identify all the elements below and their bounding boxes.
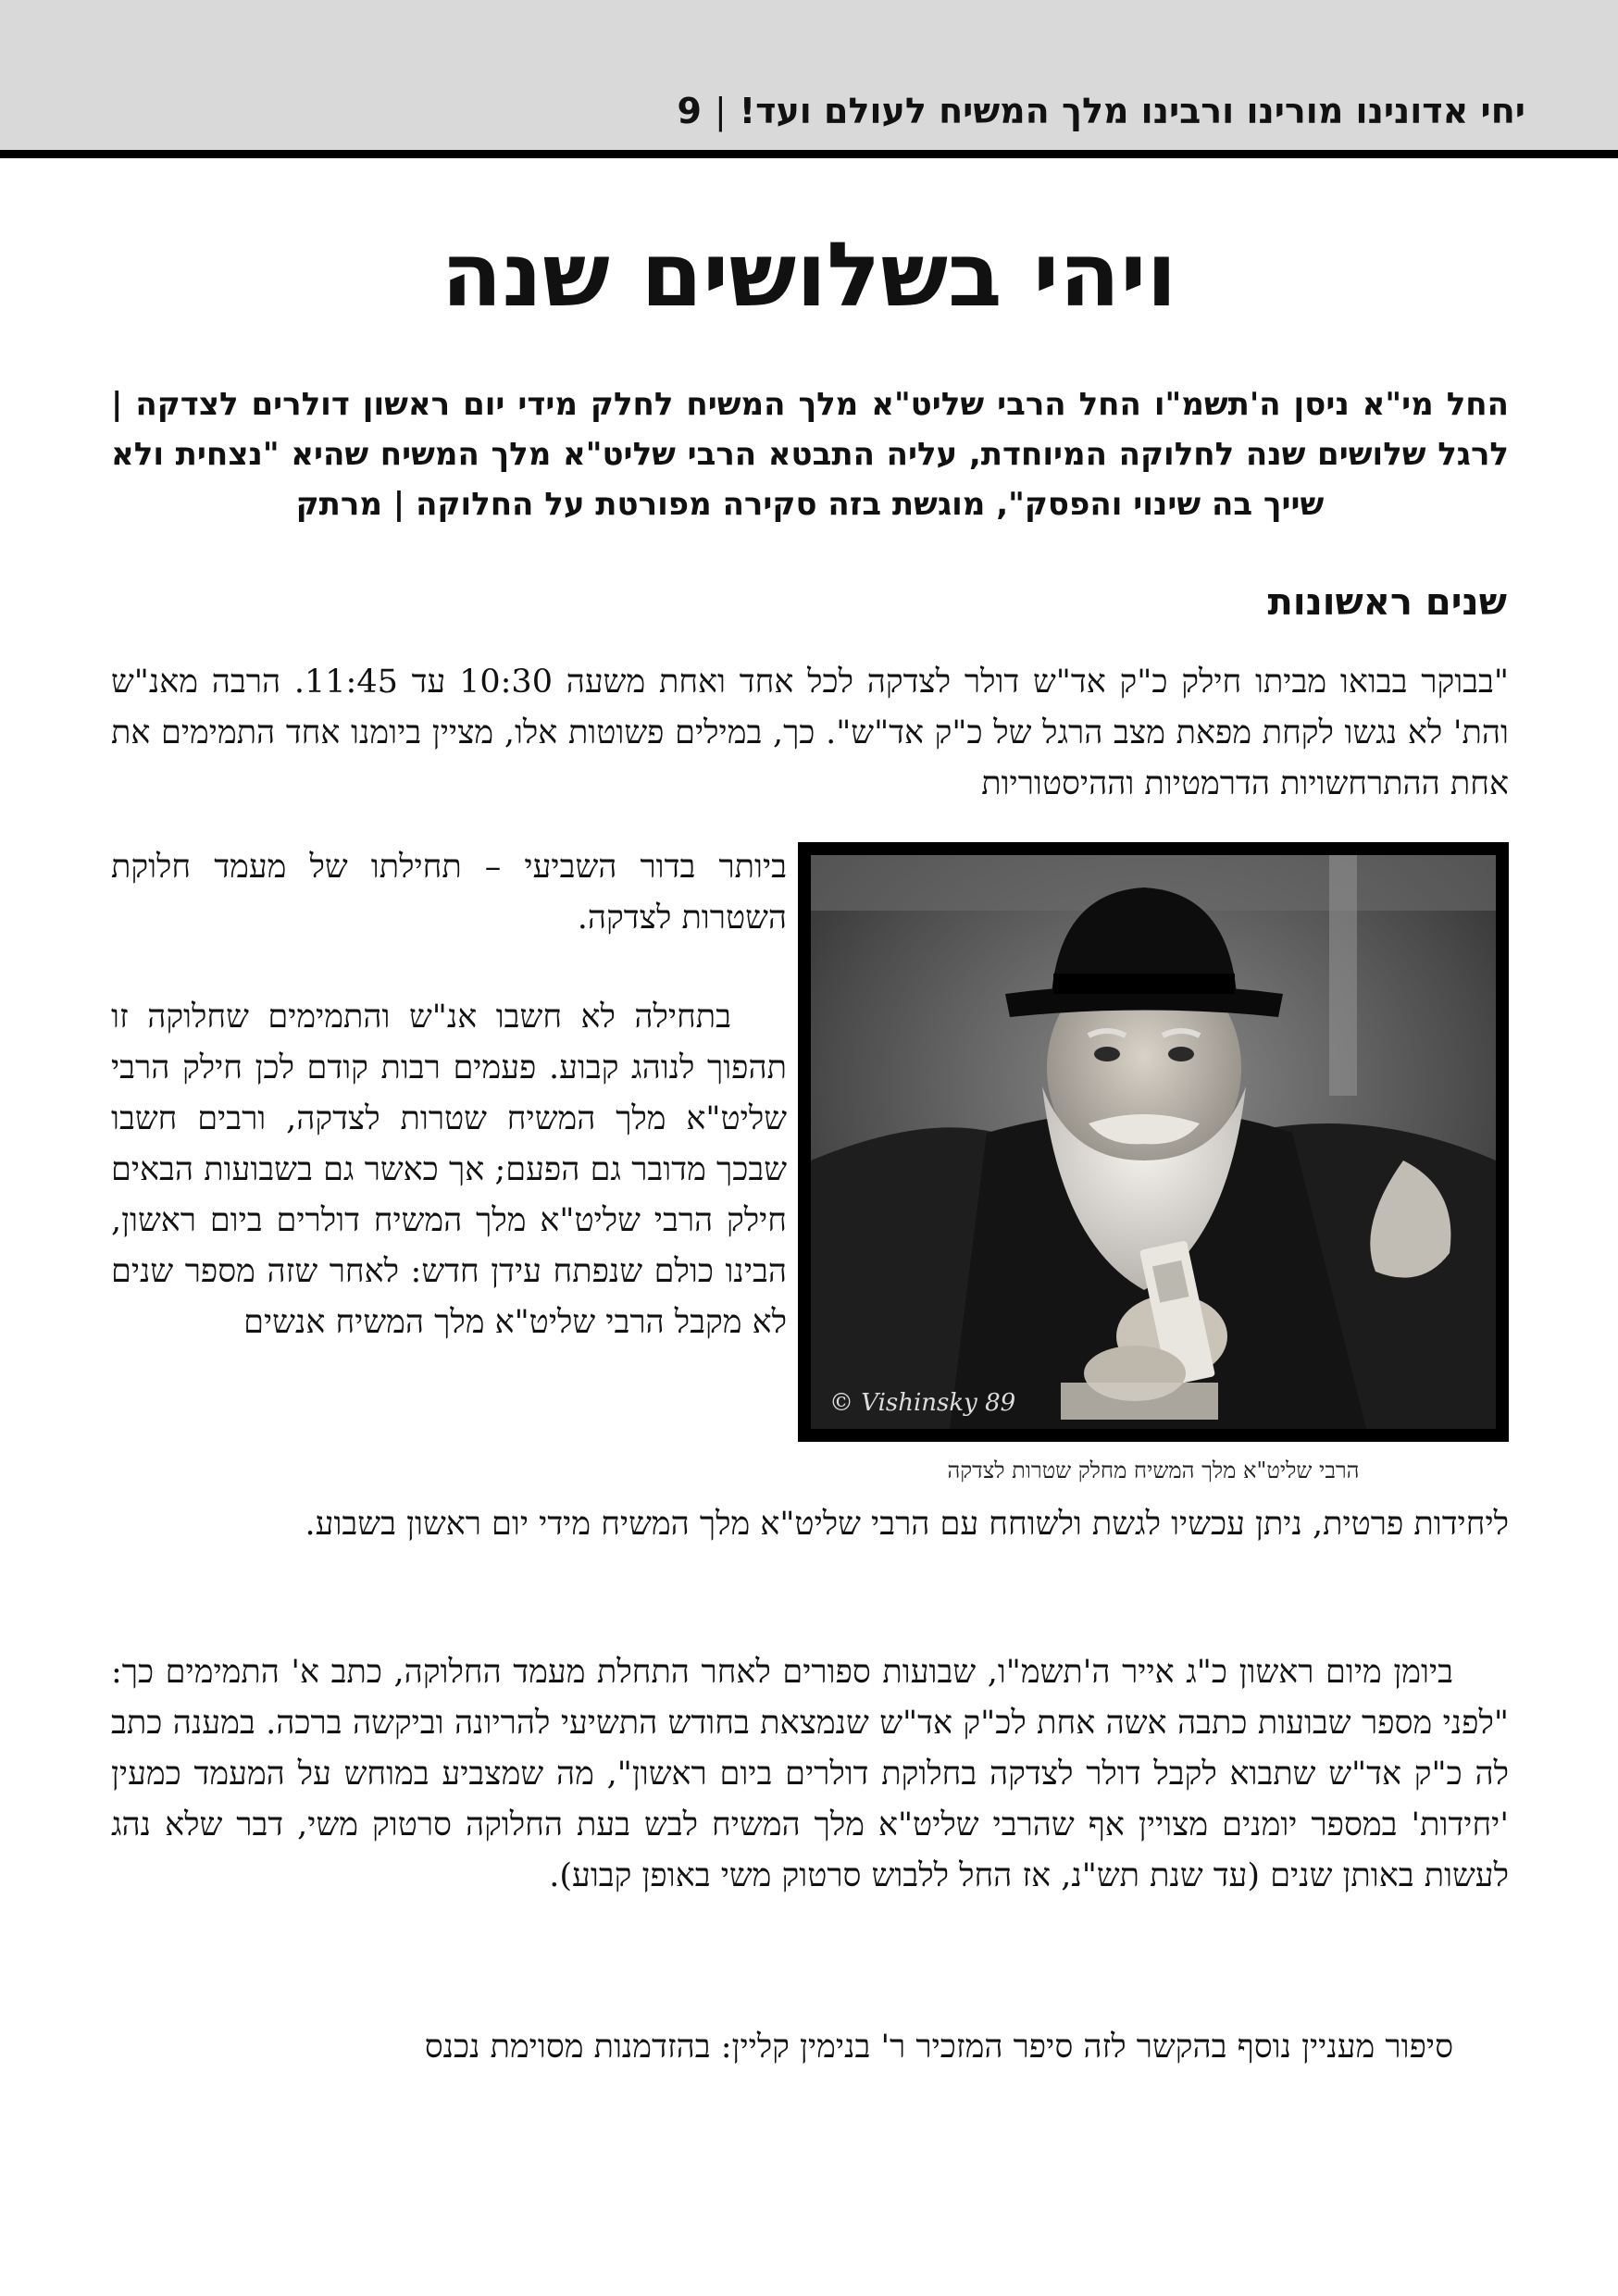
section-heading: שנים ראשונות: [1267, 581, 1507, 624]
paragraph-4: סיפור מעניין נוסף בהקשר לזה סיפר המזכיר ר' בנימין קליין: בהזדמנות מסוימת נכנס: [424, 2029, 1453, 2066]
photo-caption: הרבי שליט"א מלך המשיח מחלק שטרות לצדקה: [947, 1458, 1360, 1483]
paragraph-1b: ביותר בדור השביעי – תחילתו של מעמד חלוקת השטרות לצדקה.: [111, 849, 787, 937]
header-slogan: יחי אדונינו מורינו ורבינו מלך המשיח לעולם ועד!: [739, 91, 1525, 131]
header-divider: [0, 150, 1618, 158]
running-header: [678, 91, 1525, 131]
photo-frame: [798, 842, 1509, 1442]
paragraph-2b: ליחידות פרטית, ניתן עכשיו לגשת ולשוחח עם הרבי שליט"א מלך המשיח מידי יום ראשון בשבוע.: [305, 1506, 1509, 1543]
article-intro: החל מי"א ניסן ה'תשמ"ו החל הרבי שליט"א מלך המשיח לחלק מידי יום ראשון דולרים לצדקה | לרגל שלושים שנה לחלוקה המיוחדת, עליה התבטא הרבי שליט"א מלך המשיח שהיא "נצחית ולא שייך בה שינוי והפסק", מוגשת בזה סקירה מפורטת על החלוקה | מרתק: [111, 386, 1509, 523]
article-title: ויהי בשלושים שנה: [441, 223, 1177, 327]
photo-rebbe-distributing-dollars: [811, 855, 1496, 1429]
header-separator: |: [714, 91, 727, 131]
paragraph-1a: "בבוקר בבואו מביתו חילק כ"ק אד"ש דולר לצדקה לכל אחד ואחת משעה 10:30 עד 11:45. הרבה מאנ"ש והת' לא נגשו לקחת מפאת מצב הרגל של כ"ק אד"ש". כך, במילים פשוטות אלו, מציין ביומנו אחד התמימים את אחת ההתרחשויות הדרמטיות וההיסטוריות: [111, 664, 1509, 802]
paragraph-3: ביומן מיום ראשון כ"ג אייר ה'תשמ"ו, שבועות ספורים לאחר התחלת מעמד החלוקה, כתב א' התמימים כך: "לפני מספר שבועות כתבה אשה אחת לכ"ק אד"ש שנמצאת בחודש התשיעי להריונה וביקשה ברכה. במענה כתב לה כ"ק אד"ש שתבוא לקבל דולר לצדקה בחלוקת דולרים ביום ראשון", מה שמצביע במוחש על המעמד כמעין 'יחידות' במספר יומנים מצויין אף שהרבי שליט"א מלך המשיח לבש בעת החלוקה סרטוק משי, דבר שלא נהג לעשות באותן שנים (עד שנת תש"נ, אז החל ללבוש סרטוק משי באופן קבוע).: [111, 1654, 1509, 1894]
photo-signature: © Vishinsky 89: [829, 1389, 1016, 1417]
page-number: 9: [677, 91, 702, 131]
paragraph-2a: בתחילה לא חשבו אנ"ש והתמימים שחלוקה זו תהפוך לנוהג קבוע. פעמים רבות קודם לכן חילק הרבי שליט"א מלך המשיח שטרות לצדקה, ורבים חשבו שבכך מדובר גם הפעם; אך כאשר גם בשבועות הבאים חילק הרבי שליט"א מלך המשיח דולרים ביום ראשון, הבינו כולם שנפתח עידן חדש: לאחר שזה מספר שנים לא מקבל הרבי שליט"א מלך המשיח אנשים: [111, 999, 787, 1341]
